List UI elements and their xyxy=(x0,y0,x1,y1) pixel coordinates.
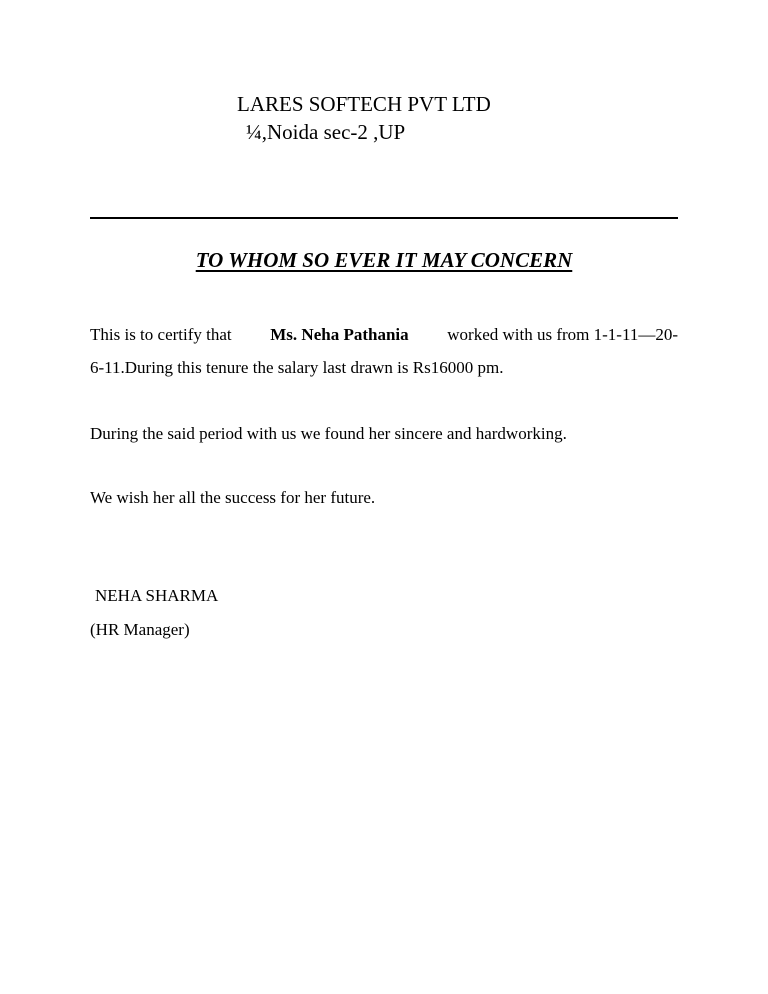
wishes-paragraph xyxy=(90,487,678,509)
signatory-title: (HR Manager) xyxy=(90,620,190,639)
header-divider xyxy=(90,217,678,219)
wishes-text: We wish her all the success for her future. xyxy=(90,488,376,507)
certify-text-end: worked with us from 1-1-11—20- xyxy=(447,325,678,344)
letter-heading: TO WHOM SO EVER IT MAY CONCERN xyxy=(195,248,573,272)
conduct-text: During the said period with us we found her sincere and hardworking. xyxy=(90,424,567,443)
certify-paragraph-line-2 xyxy=(90,357,678,379)
company-name: LARES SOFTECH PVT LTD xyxy=(237,92,491,116)
employee-name: Ms. Neha Pathania xyxy=(270,325,409,344)
certify-paragraph-line-1 xyxy=(90,324,678,346)
conduct-paragraph xyxy=(90,423,678,445)
certify-text-start: This is to certify that xyxy=(90,325,232,344)
salary-text: 6-11.During this tenure the salary last drawn is Rs16000 pm. xyxy=(90,358,504,377)
company-address: ¼,Noida sec-2 ,UP xyxy=(246,120,406,144)
signatory-name: NEHA SHARMA xyxy=(95,586,219,605)
